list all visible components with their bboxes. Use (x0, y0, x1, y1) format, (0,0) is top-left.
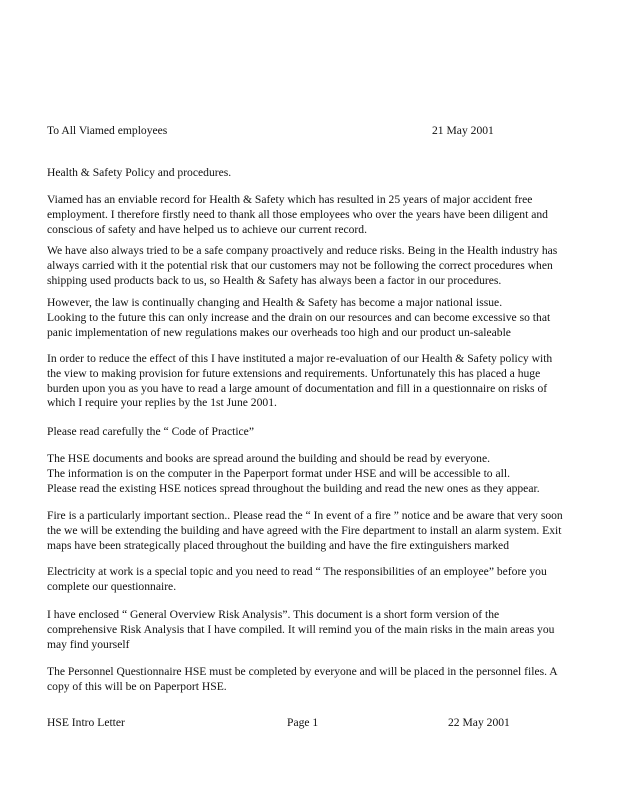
paragraph (47, 608, 554, 652)
text-line: the view to making provision for future extensions and requirements. Unfortunately this has placed a huge (47, 366, 541, 380)
text-line: which I require your replies by the 1st June 2001. (47, 396, 277, 410)
text-line: panic implementation of new regulations makes our overheads too high and our product un-saleable (47, 325, 511, 339)
letter-date: 21 May 2001 (432, 124, 494, 137)
text-line: The HSE documents and books are spread around the building and should be read by everyone. (47, 452, 491, 465)
text-line: We have also always tried to be a safe company proactively and reduce risks. Being in the Health industry has (47, 244, 558, 257)
text-line: The information is on the computer in the Paperport format under HSE and will be accessible to all. (47, 466, 510, 480)
text-line: I have enclosed “ General Overview Risk Analysis”. This document is a short form version of the (47, 608, 500, 621)
text-line: copy of this will be on Paperport HSE. (47, 679, 227, 693)
text-line: comprehensive Risk Analysis that I have compiled. It will remind you of the main risks in the main areas you (47, 622, 555, 636)
footer-page-number: Page 1 (287, 716, 319, 729)
paragraph (47, 352, 552, 411)
footer-date: 22 May 2001 (448, 716, 510, 729)
text-line: complete our questionnaire. (47, 579, 177, 593)
paragraph (47, 425, 254, 440)
text-line: employment. I therefore firstly need to thank all those employees who over the years have been diligent and (47, 207, 548, 221)
recipient-line: To All Viamed employees (47, 124, 168, 137)
text-line: Viamed has an enviable record for Health & Safety which has resulted in 25 years of major accident free (47, 193, 533, 206)
text-line: Please read carefully the “ Code of Practice” (47, 425, 254, 438)
text-line: burden upon you as you have to read a large amount of documentation and fill in a questionnaire on risks of (47, 381, 548, 395)
text-line: Fire is a particularly important section.. Please read the “ In event of a fire ” notice and be aware that very soon (47, 509, 563, 522)
text-line: shipping used products back to us, so Health & Safety has always been a factor in our procedures. (47, 273, 502, 287)
paragraph (47, 509, 563, 553)
text-line: may find yourself (47, 637, 130, 651)
paragraph (47, 193, 548, 237)
text-line: The Personnel Questionnaire HSE must be completed by everyone and will be placed in the personnel files. A (47, 665, 558, 678)
text-line: conscious of safety and have helped us to achieve our current record. (47, 222, 367, 236)
letter-subject: Health & Safety Policy and procedures. (47, 166, 232, 179)
paragraph (47, 452, 540, 496)
paragraph (47, 665, 558, 695)
text-line: the we will be extending the building and have agreed with the Fire department to install an alarm system. Exit (47, 523, 562, 537)
text-line: However, the law is continually changing and Health & Safety has become a major national issue. (47, 296, 503, 309)
paragraph (47, 296, 550, 340)
text-line: always carried with it the potential risk that our customers may not be following the correct procedures when (47, 258, 553, 272)
text-line: maps have been strategically placed throughout the building and have the fire extinguishers marked (47, 538, 509, 552)
text-line: Looking to the future this can only increase and the drain on our resources and can become excessive so that (47, 310, 551, 324)
paragraph (47, 565, 547, 595)
footer-doc-name: HSE Intro Letter (47, 716, 125, 729)
text-line: In order to reduce the effect of this I have instituted a major re-evaluation of our Health & Safety policy with (47, 352, 553, 365)
paragraph (47, 244, 557, 288)
text-line: Electricity at work is a special topic and you need to read “ The responsibilities of an employee” before you (47, 565, 547, 578)
text-line: Please read the existing HSE notices spread throughout the building and read the new ones as they appear. (47, 481, 540, 495)
